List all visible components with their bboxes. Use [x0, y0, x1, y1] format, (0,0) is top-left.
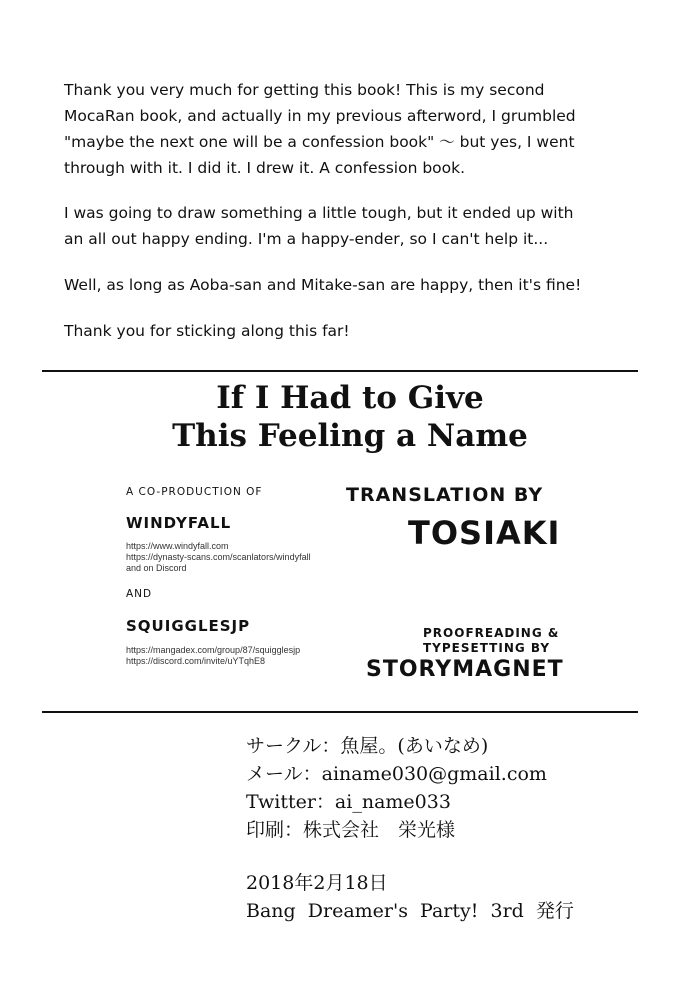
- colophon-date: 2018年2月18日: [246, 872, 388, 894]
- book-title-line-1: If I Had to Give: [216, 380, 484, 416]
- typesetting-label: TYPESETTING BY: [423, 641, 551, 655]
- colophon-event: Bang Dreamer's Party! 3rd 発行: [246, 900, 574, 922]
- group-windyfall-name: WINDYFALL: [126, 514, 232, 532]
- group-squigglesjp-name: SQUIGGLESJP: [126, 617, 251, 635]
- afterword-line-4: through with it. I did it. I drew it. A confession book.: [64, 159, 466, 177]
- group-windyfall-url-2: https://dynasty-scans.com/scanlators/windyfall: [126, 552, 311, 562]
- colophon-printer: 印刷：株式会社 栄光様: [246, 819, 456, 841]
- proofreading-label: PROOFREADING &: [423, 626, 560, 640]
- translation-label: TRANSLATION BY: [346, 484, 544, 506]
- colophon-mail: メール：ainame030@gmail.com: [246, 763, 547, 785]
- bottom-divider: [42, 711, 638, 713]
- afterword-line-5: I was going to draw something a little tough, but it ended up with: [64, 204, 574, 222]
- top-divider: [42, 370, 638, 372]
- and-label: AND: [126, 588, 153, 600]
- group-squigglesjp-url-1: https://mangadex.com/group/87/squigglesjp: [126, 645, 301, 655]
- translator-name: TOSIAKI: [408, 514, 561, 552]
- afterword-line-2: MocaRan book, and actually in my previous afterword, I grumbled: [64, 107, 576, 125]
- coproduction-label: A CO-PRODUCTION OF: [126, 486, 263, 498]
- colophon-twitter: Twitter：ai_name033: [246, 791, 451, 813]
- afterword-line-8: Thank you for sticking along this far!: [64, 322, 350, 340]
- group-windyfall-url-1: https://www.windyfall.com: [126, 541, 229, 551]
- afterword-line-1: Thank you very much for getting this book! This is my second: [64, 81, 545, 99]
- group-windyfall-url-3: and on Discord: [126, 563, 187, 573]
- book-title-line-2: This Feeling a Name: [172, 418, 528, 454]
- group-squigglesjp-url-2: https://discord.com/invite/uYTqhE8: [126, 656, 266, 666]
- typesetter-name: STORYMAGNET: [366, 657, 564, 682]
- colophon-circle: サークル：魚屋。(あいなめ): [246, 735, 489, 757]
- afterword-line-3: "maybe the next one will be a confession book" 〜 but yes, I went: [64, 133, 575, 151]
- afterword-line-7: Well, as long as Aoba-san and Mitake-san are happy, then it's fine!: [64, 276, 582, 294]
- afterword-line-6: an all out happy ending. I'm a happy-ender, so I can't help it...: [64, 230, 549, 248]
